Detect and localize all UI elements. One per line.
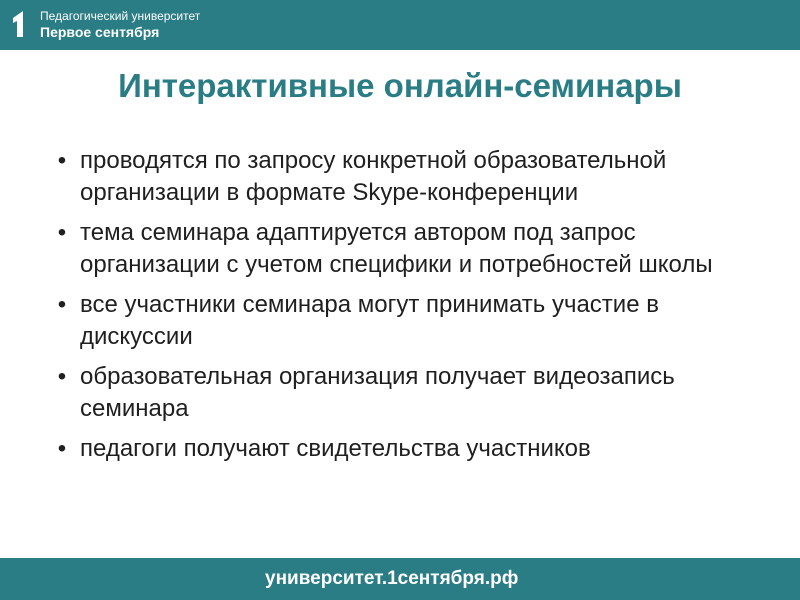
footer-website-link[interactable]: университет.1сентября.рф bbox=[265, 568, 519, 589]
bullet-dot-icon: • bbox=[57, 219, 67, 246]
logo-title-line1: Педагогический университет bbox=[40, 8, 201, 23]
logo-text bbox=[40, 10, 200, 39]
logo-one-icon bbox=[10, 9, 32, 39]
bullet-text: все участники семинара могут принимать участие в дискуссии bbox=[80, 291, 659, 350]
university-logo[interactable] bbox=[10, 9, 200, 39]
bullet-dot-icon: • bbox=[57, 435, 67, 462]
slide-title: Интерактивные онлайн-семинары bbox=[118, 67, 682, 104]
bullet-text: проводятся по запросу конкретной образовательной организации в формате Skype-конференции bbox=[80, 147, 667, 206]
bullet-item bbox=[54, 289, 754, 353]
bullet-item bbox=[54, 217, 754, 281]
footer-bar bbox=[0, 558, 800, 600]
bullet-list bbox=[54, 145, 754, 473]
bullet-item bbox=[54, 361, 754, 425]
bullet-dot-icon: • bbox=[57, 291, 67, 318]
header-bar bbox=[0, 0, 800, 50]
bullet-dot-icon: • bbox=[57, 363, 67, 390]
bullet-text: педагоги получают свидетельства участников bbox=[80, 435, 591, 462]
bullet-text: тема семинара адаптируется автором под запрос организации с учетом специфики и потребностей школы bbox=[80, 219, 713, 278]
bullet-item bbox=[54, 145, 754, 209]
logo-title-line2: Первое сентября bbox=[40, 23, 160, 40]
bullet-item bbox=[54, 433, 754, 465]
bullet-dot-icon: • bbox=[57, 147, 67, 174]
bullet-text: образовательная организация получает видеозапись семинара bbox=[80, 363, 675, 422]
